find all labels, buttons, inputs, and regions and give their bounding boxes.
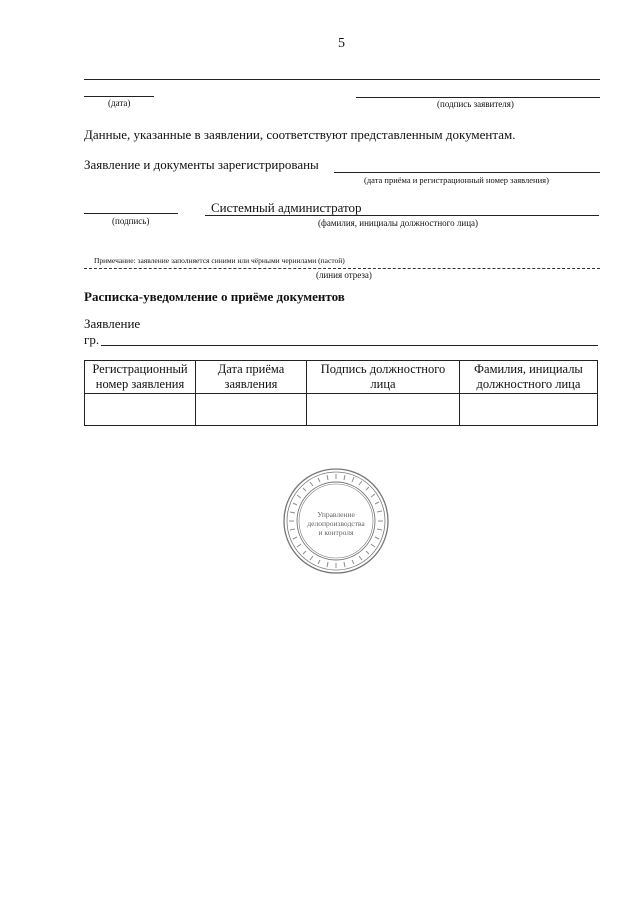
date-label: (дата) [108,98,131,108]
application-label: Заявление [84,316,141,331]
official-signature-line [84,213,178,214]
applicant-signature-line [356,97,600,98]
table-cell [85,394,196,426]
cut-line [84,268,600,269]
citizen-prefix: гр. [84,332,100,347]
receipt-title: Расписка-уведомление о приёме документов [84,289,345,304]
official-signature-label: (подпись) [112,216,150,226]
registration-caption: (дата приёма и регистрационный номер заявления) [364,175,549,185]
header-official-signature [307,361,460,394]
page-number: 5 [338,36,345,51]
statement-text: Данные, указанные в заявлении, соответствуют представленным документам. [84,127,516,142]
header-line: номер заявления [95,377,185,391]
table-row [85,394,598,426]
receipt-table [84,360,598,426]
registration-line [334,172,600,173]
header-line: Подпись должностного [320,362,446,376]
official-name-value: Системный администратор [211,200,362,215]
official-stamp [282,467,390,575]
header-official-name [460,361,598,394]
header-receipt-date [196,361,307,394]
note-text: Примечание: заявление заполняется синими или чёрными чернилами (пастой) [94,256,345,265]
official-name-caption: (фамилия, инициалы должностного лица) [318,218,479,228]
stamp-line-1: Управление [317,510,355,519]
table-cell [196,394,307,426]
cut-line-label: (линия отреза) [316,270,372,280]
table-cell [460,394,598,426]
header-line: лица [370,377,396,391]
header-registration-number [85,361,196,394]
official-name-line [205,215,599,216]
header-line: Регистрационный [92,362,188,376]
header-line: должностного лица [476,377,581,391]
header-line: Дата приёма [217,362,285,376]
citizen-name-line [101,345,598,346]
stamp-line-3: и контроля [318,528,354,537]
stamp-line-2: делопроизводства [307,519,365,528]
applicant-signature-label: (подпись заявителя) [437,99,514,109]
date-line [84,96,154,97]
header-line: заявления [224,377,278,391]
stamp-seal-graphic [282,467,390,575]
top-rule [84,79,600,80]
table-header-row [85,361,598,394]
registration-label: Заявление и документы зарегистрированы [84,157,319,172]
header-line: Фамилия, инициалы [474,362,583,376]
table-cell [307,394,460,426]
